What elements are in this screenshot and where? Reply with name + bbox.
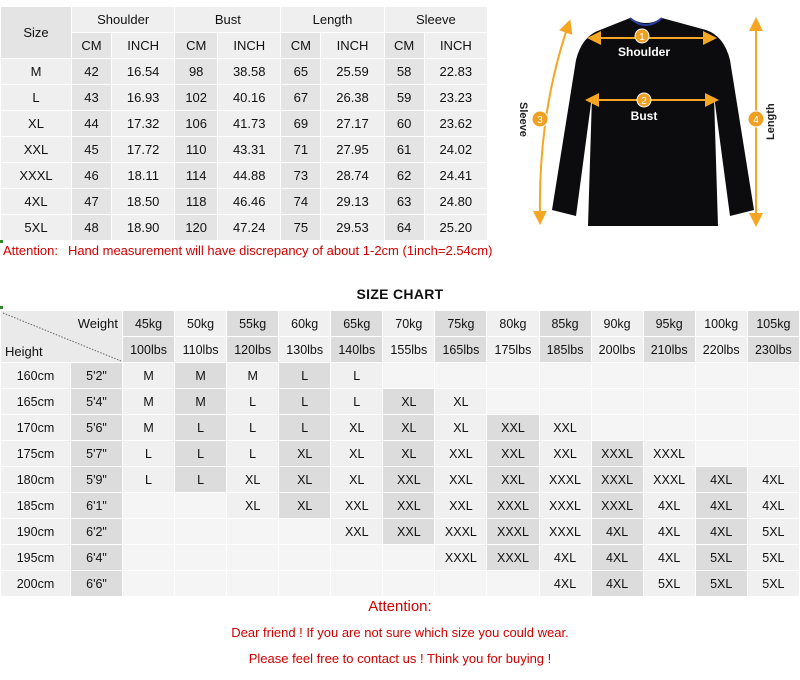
weight-lbs-header: 130lbs	[279, 337, 331, 363]
size-recommendation-cell: 5XL	[747, 571, 799, 597]
measurement-table	[0, 6, 488, 241]
size-recommendation-cell	[643, 389, 695, 415]
measurement-cell: 18.11	[112, 163, 175, 189]
measurement-cell: 71	[281, 137, 321, 163]
size-recommendation-cell: XXL	[435, 493, 487, 519]
size-recommendation-cell: 5XL	[747, 545, 799, 571]
size-recommendation-cell: XXXL	[539, 467, 591, 493]
size-recommendation-cell	[227, 519, 279, 545]
size-recommendation-cell: M	[175, 389, 227, 415]
weight-kg-header: 45kg	[123, 311, 175, 337]
height-row	[1, 545, 800, 571]
size-cell: XL	[1, 111, 72, 137]
measurement-cell: 22.83	[424, 59, 487, 85]
weight-label: Weight	[77, 316, 118, 331]
measurement-cell: 44	[72, 111, 112, 137]
size-recommendation-cell	[435, 571, 487, 597]
measurement-cell: 47	[72, 189, 112, 215]
measurement-cell: 47.24	[218, 215, 281, 241]
top-attention-text: Hand measurement will have discrepancy of about 1-2cm (1inch=2.54cm)	[67, 243, 493, 258]
size-recommendation-cell: L	[227, 441, 279, 467]
size-recommendation-cell	[747, 415, 799, 441]
measure-group-header: Shoulder	[72, 7, 175, 33]
size-recommendation-cell	[643, 363, 695, 389]
size-recommendation-cell: 4XL	[695, 519, 747, 545]
measurement-cell: 63	[384, 189, 424, 215]
height-ft-cell: 5'9"	[71, 467, 123, 493]
size-recommendation-cell: 4XL	[591, 571, 643, 597]
bust-label: Bust	[630, 109, 658, 123]
sweater-measurement-diagram	[508, 4, 800, 236]
unit-header: INCH	[424, 33, 487, 59]
height-ft-cell: 6'4"	[71, 545, 123, 571]
measurement-cell: 28.74	[321, 163, 384, 189]
weight-kg-header: 95kg	[643, 311, 695, 337]
size-cell: L	[1, 85, 72, 111]
size-recommendation-cell: M	[123, 363, 175, 389]
measurement-cell: 17.72	[112, 137, 175, 163]
height-cm-cell: 185cm	[1, 493, 71, 519]
unit-header: CM	[281, 33, 321, 59]
size-recommendation-cell: XXXL	[591, 467, 643, 493]
size-recommendation-cell: XXL	[383, 493, 435, 519]
measurement-cell: 75	[281, 215, 321, 241]
size-recommendation-cell: L	[175, 441, 227, 467]
size-recommendation-cell: XXL	[383, 467, 435, 493]
size-recommendation-cell: XL	[279, 467, 331, 493]
measurement-cell: 17.32	[112, 111, 175, 137]
size-recommendation-cell	[175, 545, 227, 571]
measurement-cell: 59	[384, 85, 424, 111]
measurement-cell: 40.16	[218, 85, 281, 111]
size-recommendation-cell: M	[175, 363, 227, 389]
size-recommendation-cell: XXL	[435, 467, 487, 493]
size-cell: XXL	[1, 137, 72, 163]
unit-header: CM	[384, 33, 424, 59]
height-row	[1, 467, 800, 493]
height-cm-cell: 170cm	[1, 415, 71, 441]
size-recommendation-cell	[331, 545, 383, 571]
size-recommendation-cell: L	[331, 389, 383, 415]
size-recommendation-cell	[435, 363, 487, 389]
measurement-cell: 120	[175, 215, 218, 241]
size-recommendation-cell: XXXL	[643, 467, 695, 493]
size-recommendation-cell: XXXL	[539, 493, 591, 519]
measurement-cell: 60	[384, 111, 424, 137]
measurement-cell: 110	[175, 137, 218, 163]
size-recommendation-cell: XL	[331, 415, 383, 441]
size-recommendation-cell: XXXL	[487, 545, 539, 571]
size-recommendation-cell: XXL	[435, 441, 487, 467]
height-ft-cell: 6'6"	[71, 571, 123, 597]
size-recommendation-cell: XL	[227, 493, 279, 519]
length-label: Length	[765, 103, 777, 140]
weight-kg-header: 100kg	[695, 311, 747, 337]
size-recommendation-cell: M	[123, 415, 175, 441]
height-ft-cell: 6'2"	[71, 519, 123, 545]
size-recommendation-cell: XXL	[331, 493, 383, 519]
measurement-cell: 26.38	[321, 85, 384, 111]
size-recommendation-cell: XL	[331, 441, 383, 467]
size-recommendation-cell: 4XL	[643, 519, 695, 545]
size-recommendation-cell: L	[175, 467, 227, 493]
measurement-cell: 18.90	[112, 215, 175, 241]
size-recommendation-cell	[279, 519, 331, 545]
size-recommendation-cell: 4XL	[539, 545, 591, 571]
unit-header: INCH	[321, 33, 384, 59]
measurement-cell: 73	[281, 163, 321, 189]
measurement-cell: 65	[281, 59, 321, 85]
measurement-cell: 29.13	[321, 189, 384, 215]
measurement-cell: 102	[175, 85, 218, 111]
weight-lbs-header: 185lbs	[539, 337, 591, 363]
size-recommendation-cell	[279, 571, 331, 597]
weight-kg-header: 70kg	[383, 311, 435, 337]
height-cm-cell: 200cm	[1, 571, 71, 597]
measurement-cell: 24.02	[424, 137, 487, 163]
size-recommendation-cell: XL	[435, 389, 487, 415]
size-recommendation-cell: XXXL	[487, 493, 539, 519]
weight-lbs-header: 120lbs	[227, 337, 279, 363]
measurement-cell: 41.73	[218, 111, 281, 137]
size-recommendation-cell: XXXL	[435, 519, 487, 545]
weight-lbs-header: 100lbs	[123, 337, 175, 363]
measurement-cell: 46	[72, 163, 112, 189]
size-recommendation-cell	[383, 545, 435, 571]
size-recommendation-cell	[539, 363, 591, 389]
size-recommendation-cell: XXL	[539, 441, 591, 467]
size-recommendation-cell: XL	[435, 415, 487, 441]
size-recommendation-cell: 5XL	[695, 545, 747, 571]
size-recommendation-cell	[279, 545, 331, 571]
size-recommendation-cell: XL	[279, 441, 331, 467]
height-ft-cell: 5'2"	[71, 363, 123, 389]
size-recommendation-cell	[487, 363, 539, 389]
measurement-cell: 27.95	[321, 137, 384, 163]
measurement-cell: 62	[384, 163, 424, 189]
size-recommendation-cell: XXL	[487, 415, 539, 441]
measurement-cell: 16.54	[112, 59, 175, 85]
height-row	[1, 493, 800, 519]
weight-lbs-header: 140lbs	[331, 337, 383, 363]
size-recommendation-cell	[747, 441, 799, 467]
measurement-cell: 114	[175, 163, 218, 189]
size-recommendation-cell: XL	[279, 493, 331, 519]
measurement-cell: 61	[384, 137, 424, 163]
measurement-cell: 16.93	[112, 85, 175, 111]
size-recommendation-cell: XXL	[487, 467, 539, 493]
green-corner-mark	[0, 306, 3, 309]
size-recommendation-cell: 5XL	[695, 571, 747, 597]
size-recommendation-cell	[331, 571, 383, 597]
measurement-cell: 64	[384, 215, 424, 241]
size-recommendation-cell: XXXL	[435, 545, 487, 571]
size-recommendation-cell: L	[227, 415, 279, 441]
size-recommendation-cell: XL	[383, 389, 435, 415]
size-recommendation-cell: XL	[383, 415, 435, 441]
height-label: Height	[5, 344, 43, 359]
weight-kg-header: 55kg	[227, 311, 279, 337]
measurement-cell: 46.46	[218, 189, 281, 215]
size-recommendation-cell: XL	[383, 441, 435, 467]
height-cm-cell: 165cm	[1, 389, 71, 415]
weight-kg-header: 80kg	[487, 311, 539, 337]
height-row	[1, 441, 800, 467]
height-cm-cell: 180cm	[1, 467, 71, 493]
measurement-cell: 38.58	[218, 59, 281, 85]
sleeve-label: Sleeve	[517, 102, 529, 137]
bottom-attention-title: Attention:	[368, 598, 432, 615]
bottom-note-line-2: Please feel free to contact us ! Think you for buying !	[248, 651, 552, 666]
size-recommendation-cell	[643, 415, 695, 441]
weight-kg-header: 50kg	[175, 311, 227, 337]
size-recommendation-cell: 5XL	[643, 571, 695, 597]
measurement-cell: 43	[72, 85, 112, 111]
measurement-cell: 25.20	[424, 215, 487, 241]
size-recommendation-cell	[383, 363, 435, 389]
measurement-cell: 23.62	[424, 111, 487, 137]
size-recommendation-cell: L	[123, 467, 175, 493]
measure-group-header: Sleeve	[384, 7, 487, 33]
measurement-cell: 106	[175, 111, 218, 137]
measurement-row	[1, 111, 488, 137]
size-recommendation-cell	[175, 571, 227, 597]
weight-lbs-header: 110lbs	[175, 337, 227, 363]
height-row	[1, 363, 800, 389]
size-recommendation-cell: XXXL	[643, 441, 695, 467]
top-attention-label: Attention:	[3, 243, 58, 258]
measurement-cell: 25.59	[321, 59, 384, 85]
measurement-cell: 44.88	[218, 163, 281, 189]
size-recommendation-cell	[227, 571, 279, 597]
size-recommendation-cell: XL	[227, 467, 279, 493]
number-1: 1	[639, 32, 645, 43]
weight-lbs-header: 155lbs	[383, 337, 435, 363]
height-ft-cell: 6'1"	[71, 493, 123, 519]
size-recommendation-cell	[175, 493, 227, 519]
size-recommendation-cell: 4XL	[643, 545, 695, 571]
size-recommendation-cell	[747, 363, 799, 389]
size-recommendation-cell	[591, 415, 643, 441]
height-ft-cell: 5'6"	[71, 415, 123, 441]
weight-kg-header: 75kg	[435, 311, 487, 337]
weight-lbs-header: 210lbs	[643, 337, 695, 363]
weight-lbs-header: 220lbs	[695, 337, 747, 363]
number-3: 3	[537, 115, 543, 126]
measure-group-header: Length	[281, 7, 384, 33]
size-recommendation-cell: XXXL	[487, 519, 539, 545]
weight-lbs-header: 175lbs	[487, 337, 539, 363]
size-recommendation-cell	[591, 389, 643, 415]
measurement-row	[1, 85, 488, 111]
measurement-cell: 45	[72, 137, 112, 163]
weight-lbs-header: 165lbs	[435, 337, 487, 363]
height-ft-cell: 5'7"	[71, 441, 123, 467]
unit-header: CM	[72, 33, 112, 59]
size-recommendation-cell: 4XL	[747, 493, 799, 519]
size-recommendation-cell: 4XL	[747, 467, 799, 493]
size-recommendation-cell: 4XL	[591, 519, 643, 545]
weight-kg-header: 105kg	[747, 311, 799, 337]
size-cell: M	[1, 59, 72, 85]
weight-kg-header: 90kg	[591, 311, 643, 337]
top-attention-note	[0, 243, 492, 258]
size-recommendation-cell: 5XL	[747, 519, 799, 545]
size-recommendation-cell: 4XL	[539, 571, 591, 597]
measurement-cell: 67	[281, 85, 321, 111]
height-row	[1, 571, 800, 597]
size-recommendation-cell: L	[331, 363, 383, 389]
measurement-row	[1, 189, 488, 215]
size-recommendation-cell	[383, 571, 435, 597]
size-recommendation-cell: L	[279, 389, 331, 415]
measurement-row	[1, 137, 488, 163]
height-row	[1, 415, 800, 441]
measurement-cell: 24.80	[424, 189, 487, 215]
measurement-cell: 48	[72, 215, 112, 241]
green-corner-mark	[0, 240, 3, 243]
size-recommendation-cell	[695, 441, 747, 467]
size-recommendation-cell	[123, 519, 175, 545]
size-recommendation-cell	[539, 389, 591, 415]
measurement-row	[1, 163, 488, 189]
size-recommendation-cell: 4XL	[695, 493, 747, 519]
size-recommendation-cell: XXXL	[591, 441, 643, 467]
size-recommendation-cell: L	[279, 415, 331, 441]
unit-header: INCH	[112, 33, 175, 59]
size-recommendation-cell	[123, 545, 175, 571]
measurement-cell: 118	[175, 189, 218, 215]
height-cm-cell: 175cm	[1, 441, 71, 467]
weight-kg-header: 85kg	[539, 311, 591, 337]
size-recommendation-cell	[175, 519, 227, 545]
size-recommendation-cell	[487, 571, 539, 597]
size-recommendation-cell	[747, 389, 799, 415]
size-recommendation-cell	[227, 545, 279, 571]
size-recommendation-cell: XXXL	[591, 493, 643, 519]
size-chart-title: SIZE CHART	[356, 286, 444, 302]
measurement-row	[1, 59, 488, 85]
height-ft-cell: 5'4"	[71, 389, 123, 415]
size-recommendation-cell	[591, 363, 643, 389]
size-recommendation-cell	[123, 571, 175, 597]
unit-header: INCH	[218, 33, 281, 59]
size-recommendation-cell: L	[227, 389, 279, 415]
size-recommendation-cell: XXXL	[539, 519, 591, 545]
measurement-cell: 58	[384, 59, 424, 85]
height-row	[1, 519, 800, 545]
size-recommendation-cell: M	[227, 363, 279, 389]
size-cell: XXXL	[1, 163, 72, 189]
height-cm-cell: 195cm	[1, 545, 71, 571]
size-recommendation-cell	[123, 493, 175, 519]
size-recommendation-cell: L	[175, 415, 227, 441]
measurement-cell: 18.50	[112, 189, 175, 215]
measurement-cell: 29.53	[321, 215, 384, 241]
size-recommendation-cell	[695, 363, 747, 389]
size-header: Size	[1, 7, 72, 59]
measurement-cell: 69	[281, 111, 321, 137]
bottom-note-line-1: Dear friend ! If you are not sure which size you could wear.	[231, 625, 569, 640]
height-cm-cell: 160cm	[1, 363, 71, 389]
size-recommendation-cell	[695, 415, 747, 441]
measurement-cell: 24.41	[424, 163, 487, 189]
unit-header: CM	[175, 33, 218, 59]
measurement-cell: 74	[281, 189, 321, 215]
size-recommendation-cell	[487, 389, 539, 415]
size-recommendation-cell: M	[123, 389, 175, 415]
weight-lbs-header: 230lbs	[747, 337, 799, 363]
size-recommendation-cell: 4XL	[591, 545, 643, 571]
size-recommendation-cell: XXL	[487, 441, 539, 467]
measurement-cell: 23.23	[424, 85, 487, 111]
number-4: 4	[753, 115, 759, 126]
size-recommendation-cell: 4XL	[643, 493, 695, 519]
size-cell: 4XL	[1, 189, 72, 215]
number-2: 2	[641, 96, 647, 107]
size-recommendation-cell: XXL	[383, 519, 435, 545]
measurement-cell: 42	[72, 59, 112, 85]
size-recommendation-cell	[695, 389, 747, 415]
measurement-cell: 27.17	[321, 111, 384, 137]
size-recommendation-cell: L	[123, 441, 175, 467]
shoulder-label: Shoulder	[617, 45, 671, 59]
size-recommendation-cell: L	[279, 363, 331, 389]
size-recommendation-cell: XXL	[539, 415, 591, 441]
height-row	[1, 389, 800, 415]
size-recommendation-cell: XXL	[331, 519, 383, 545]
size-recommendation-cell: XL	[331, 467, 383, 493]
measure-group-header: Bust	[175, 7, 281, 33]
weight-kg-header: 65kg	[331, 311, 383, 337]
measurement-cell: 43.31	[218, 137, 281, 163]
size-recommendation-cell: 4XL	[695, 467, 747, 493]
weight-kg-header: 60kg	[279, 311, 331, 337]
size-cell: 5XL	[1, 215, 72, 241]
weight-height-corner	[1, 311, 123, 363]
measurement-row	[1, 215, 488, 241]
weight-lbs-header: 200lbs	[591, 337, 643, 363]
size-chart-table	[0, 310, 800, 597]
height-cm-cell: 190cm	[1, 519, 71, 545]
measurement-cell: 98	[175, 59, 218, 85]
